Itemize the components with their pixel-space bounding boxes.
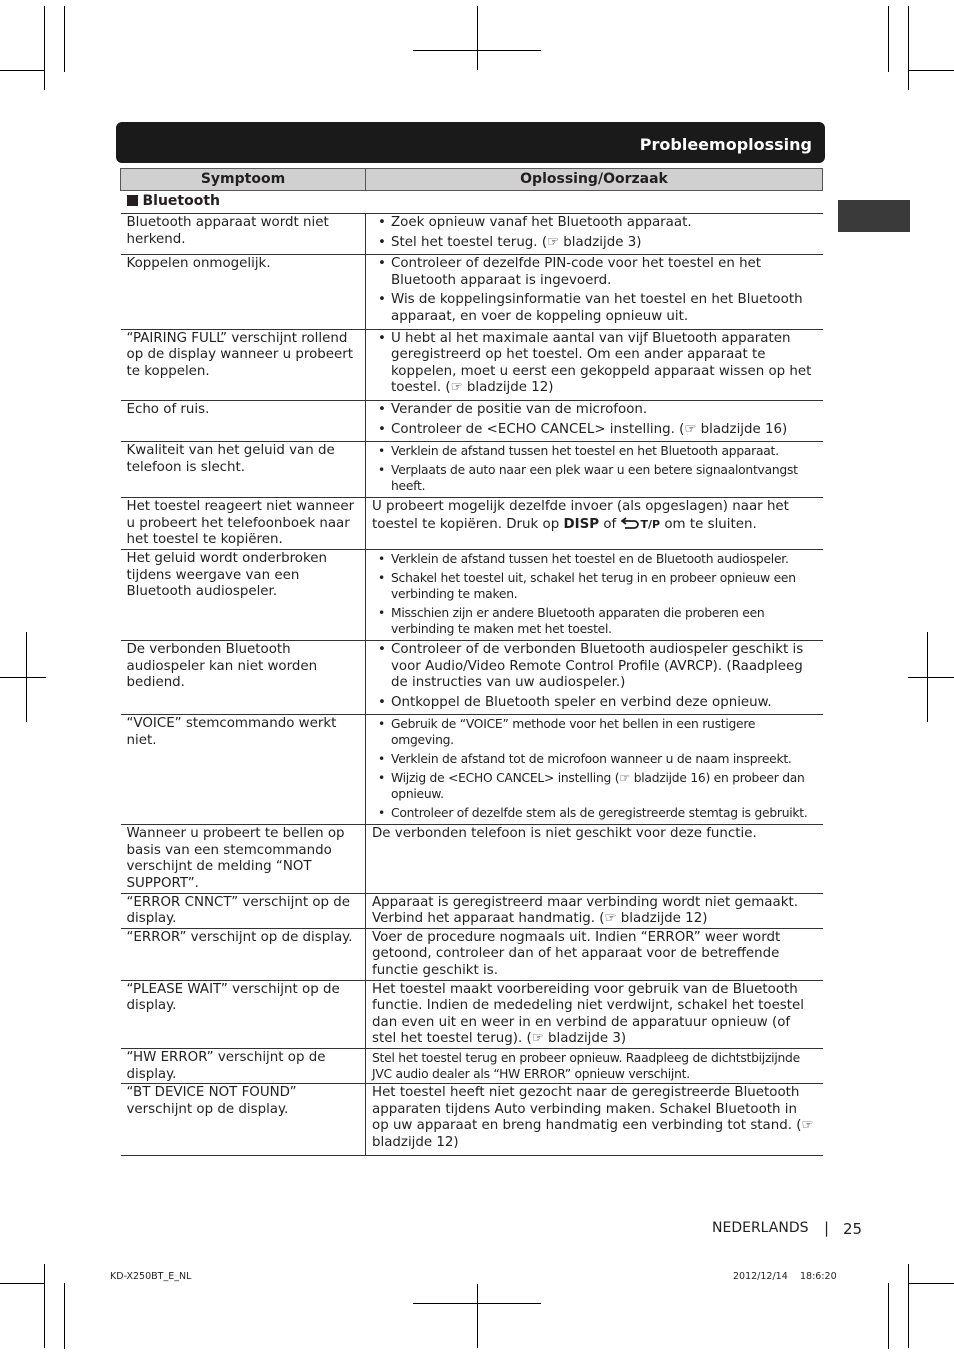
solution-text: om te sluiten. [660, 516, 757, 532]
solution-item: • Wijzig de <ECHO CANCEL> instelling (☞ bladzijde 16) en probeer dan opnieuw. [372, 770, 817, 802]
table-row [121, 715, 823, 825]
crop-mark [477, 1284, 478, 1348]
solution-cell [366, 442, 823, 498]
symptom-cell: Kwaliteit van het geluid van de telefoon is slecht. [121, 442, 366, 498]
table-row [121, 980, 823, 1048]
solution-cell: Het toestel heeft niet gezocht naar de geregistreerde Bluetooth apparaten tijdens Auto verbinding maken. Schakel Bluetooth in op uw apparaat en breng handmatig een verbinding tot stand. (☞ bladzijde 12) [366, 1084, 823, 1156]
table-row [121, 928, 823, 980]
crop-mark [908, 677, 954, 678]
solution-cell [366, 640, 823, 714]
solution-cell: Het toestel maakt voorbereiding voor gebruik van de Bluetooth functie. Indien de mededeling niet verdwijnt, schakel het toestel dan even uit en weer in en verbind de apparatuur opnieuw (of stel het toestel terug). (☞ bladzijde 3) [366, 980, 823, 1048]
section-row [121, 191, 823, 214]
table-row [121, 640, 823, 714]
symptom-cell: De verbonden Bluetooth audiospeler kan niet worden bediend. [121, 640, 366, 714]
symptom-cell: Bluetooth apparaat wordt niet herkend. [121, 214, 366, 255]
square-bullet-icon [127, 195, 138, 206]
crop-mark [44, 1264, 45, 1348]
section-label: Bluetooth [142, 193, 221, 209]
solution-cell: Apparaat is geregistreerd maar verbinding wordt niet gemaakt. Verbind het apparaat handmatig. (☞ bladzijde 12) [366, 893, 823, 928]
print-date: 2012/12/14 [733, 1271, 788, 1282]
crop-mark [888, 1283, 889, 1349]
solution-item: • Verklein de afstand tussen het toestel en de Bluetooth audiospeler. [372, 551, 817, 567]
symptom-cell: “ERROR” verschijnt op de display. [121, 928, 366, 980]
crop-mark [908, 6, 909, 90]
solution-item: • Verklein de afstand tot de microfoon wanneer u de naam inspreekt. [372, 751, 817, 767]
solution-item: • Zoek opnieuw vanaf het Bluetooth apparaat. [372, 215, 817, 232]
crop-mark [0, 1283, 44, 1284]
solution-cell [366, 549, 823, 640]
table-row [121, 825, 823, 893]
solution-item: • U hebt al het maximale aantal van vijf Bluetooth apparaten geregistreerd op het toestel. Om een ander apparaat te koppelen, moet u eerst een gekoppeld apparaat wissen op het toestel. (☞ bladzijde 12) [372, 331, 817, 397]
solution-item: • Schakel het toestel uit, schakel het terug in en probeer opnieuw een verbinding te maken. [372, 570, 817, 602]
disp-key-label: DISP [563, 516, 600, 532]
table-row [121, 1084, 823, 1156]
solution-item: • Gebruik de “VOICE” methode voor het bellen in een rustigere omgeving. [372, 716, 817, 748]
crop-mark [64, 1283, 65, 1349]
solution-cell [366, 400, 823, 441]
table-row [121, 255, 823, 329]
solution-item: • Verklein de afstand tussen het toestel en het Bluetooth apparaat. [372, 443, 817, 459]
solution-cell: Voer de procedure nogmaals uit. Indien “ERROR” weer wordt getoond, controleer dan of het apparaat voor de betreffende functie geschikt is. [366, 928, 823, 980]
footer-separator: | [824, 1219, 830, 1237]
solution-item: • Ontkoppel de Bluetooth speler en verbind deze opnieuw. [372, 695, 817, 712]
solution-text: of [599, 516, 621, 532]
solution-cell [366, 255, 823, 329]
crop-mark [44, 6, 45, 90]
solution-cell: Stel het toestel terug en probeer opnieuw. Raadpleeg de dichtstbijzijnde JVC audio dealer als “HW ERROR” opnieuw verschijnt. [366, 1049, 823, 1084]
symptom-cell: Koppelen onmogelijk. [121, 255, 366, 329]
symptom-cell: “BT DEVICE NOT FOUND” verschijnt op de display. [121, 1084, 366, 1156]
solution-item: • Controleer of dezelfde stem als de geregistreerde stemtag is gebruikt. [372, 805, 817, 821]
solution-item: • Controleer of de verbonden Bluetooth audiospeler geschikt is voor Audio/Video Remote Control Profile (AVRCP). (Raadpleeg de instructies van uw audiospeler.) [372, 642, 817, 692]
table-header-row [121, 169, 823, 191]
crop-mark [908, 70, 954, 71]
table-row [121, 1049, 823, 1084]
crop-mark [0, 677, 46, 678]
table-row [121, 893, 823, 928]
section-header [116, 122, 825, 163]
solution-item: • Verander de positie van de microfoon. [372, 402, 817, 419]
crop-mark [477, 6, 478, 70]
table-row [121, 214, 823, 255]
solution-item: • Stel het toestel terug. (☞ bladzijde 3) [372, 235, 817, 252]
solution-cell [366, 498, 823, 550]
table-row [121, 498, 823, 550]
column-header-symptom: Symptoom [121, 169, 366, 191]
symptom-cell: Echo of ruis. [121, 400, 366, 441]
symptom-cell: Wanneer u probeert te bellen op basis van een stemcommando verschijnt de melding “NOT SUPPORT”. [121, 825, 366, 893]
document-code: KD-X250BT_E_NL [110, 1271, 192, 1282]
crop-mark [0, 70, 44, 71]
crop-mark [908, 1264, 909, 1348]
page-number: 25 [843, 1220, 863, 1238]
solution-cell [366, 329, 823, 400]
solution-item: • Verplaats de auto naar een plek waar u een betere signaalontvangst heeft. [372, 462, 817, 494]
solution-item: • Wis de koppelingsinformatie van het toestel en het Bluetooth apparaat, en voer de koppeling opnieuw uit. [372, 292, 817, 325]
symptom-cell: “VOICE” stemcommando werkt niet. [121, 715, 366, 825]
page-title: Probleemoplossing [639, 135, 812, 154]
table-row [121, 442, 823, 498]
solution-text: U probeert mogelijk dezelfde invoer (als opgeslagen) naar het toestel te kopiëren. Druk op [372, 499, 789, 532]
symptom-cell: Het geluid wordt onderbroken tijdens weergave van een Bluetooth audiospeler. [121, 549, 366, 640]
column-header-solution: Oplossing/Oorzaak [366, 169, 823, 191]
table-row [121, 549, 823, 640]
print-time: 18:6:20 [800, 1271, 837, 1282]
solution-item: • Controleer of dezelfde PIN-code voor het toestel en het Bluetooth apparaat is ingevoerd. [372, 256, 817, 289]
symptom-cell: Het toestel reageert niet wanneer u probeert het telefoonboek naar het toestel te kopiëren. [121, 498, 366, 550]
solution-item: • Misschien zijn er andere Bluetooth apparaten die proberen een verbinding te maken met het toestel. [372, 605, 817, 637]
solution-cell [366, 715, 823, 825]
table-row [121, 329, 823, 400]
solution-cell: De verbonden telefoon is niet geschikt voor deze functie. [366, 825, 823, 893]
symptom-cell: “PAIRING FULL” verschijnt rollend op de display wanneer u probeert te koppelen. [121, 329, 366, 400]
symptom-cell: “PLEASE WAIT” verschijnt op de display. [121, 980, 366, 1048]
back-arrow-icon [621, 516, 641, 529]
solution-cell [366, 214, 823, 255]
footer-language: NEDERLANDS [712, 1220, 809, 1236]
crop-mark [908, 1283, 954, 1284]
crop-mark [888, 6, 889, 72]
crop-mark [413, 50, 541, 51]
troubleshooting-table [120, 168, 823, 1156]
table-row [121, 400, 823, 441]
symptom-cell: “ERROR CNNCT” verschijnt op de display. [121, 893, 366, 928]
language-tab-marker [838, 200, 910, 232]
crop-mark [64, 6, 65, 72]
tp-key-label: T/P [640, 517, 661, 531]
crop-mark [413, 1303, 541, 1304]
symptom-cell: “HW ERROR” verschijnt op de display. [121, 1049, 366, 1084]
solution-item: • Controleer de <ECHO CANCEL> instelling. (☞ bladzijde 16) [372, 422, 817, 439]
